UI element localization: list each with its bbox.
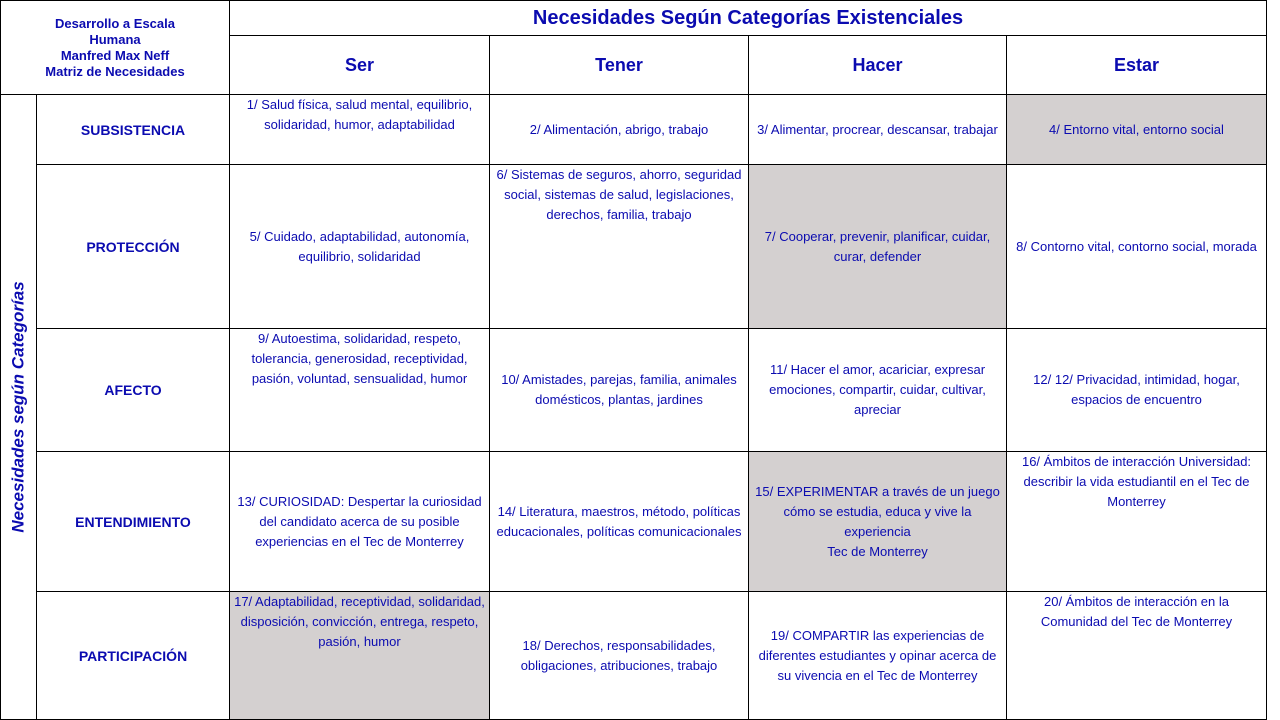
cell-entendimiento-estar bbox=[1006, 451, 1267, 592]
cell-proteccion-estar bbox=[1006, 164, 1267, 329]
cell-text: 4/ Entorno vital, entorno social bbox=[1049, 121, 1224, 137]
cell-text: 18/ Derechos, responsabilidades, obligaciones, atribuciones, trabajo bbox=[520, 637, 718, 673]
cell-afecto-ser bbox=[229, 328, 490, 452]
cell-participacion-ser bbox=[229, 591, 490, 720]
cell-afecto-hacer bbox=[748, 328, 1007, 452]
cell-text: 10/ Amistades, parejas, familia, animales domésticos, plantas, jardines bbox=[501, 372, 737, 407]
cell-subsistencia-ser bbox=[229, 94, 490, 165]
cell-entendimiento-tener bbox=[489, 451, 749, 592]
cell-proteccion-ser bbox=[229, 164, 490, 329]
column-header-ser: Ser bbox=[229, 35, 490, 95]
row-label-participacion: PARTICIPACIÓN bbox=[36, 591, 230, 720]
cell-text: 19/ COMPARTIR las experiencias de diferentes estudiantes y opinar acerca de su vivencia en el Tec de Monterrey bbox=[758, 627, 997, 683]
cell-text: 13/ CURIOSIDAD: Despertar la curiosidad del candidato acerca de su posible experiencias en el Tec de Monterrey bbox=[237, 493, 482, 549]
matrix-corner-title bbox=[0, 0, 230, 95]
cell-subsistencia-hacer bbox=[748, 94, 1007, 165]
cell-participacion-tener bbox=[489, 591, 749, 720]
side-label: Necesidades según Categorías bbox=[8, 281, 28, 533]
column-header-tener: Tener bbox=[489, 35, 749, 95]
cell-text: 11/ Hacer el amor, acariciar, expresar emociones, compartir, cuidar, cultivar, apreciar bbox=[769, 362, 986, 417]
cell-text: 20/ Ámbitos de interacción en la Comunidad del Tec de Monterrey bbox=[1040, 594, 1233, 629]
cell-text: 15/ EXPERIMENTAR a través de un juego cómo se estudia, educa y vive la experiencia Tec de Monterrey bbox=[755, 483, 1000, 559]
cell-text: 2/ Alimentación, abrigo, trabajo bbox=[529, 121, 709, 137]
corner-line-2: Humana bbox=[89, 31, 141, 47]
table-title: Necesidades Según Categorías Existenciales bbox=[229, 0, 1267, 36]
row-label-subsistencia: SUBSISTENCIA bbox=[36, 94, 230, 165]
cell-afecto-tener bbox=[489, 328, 749, 452]
cell-participacion-hacer bbox=[748, 591, 1007, 720]
column-header-estar: Estar bbox=[1006, 35, 1267, 95]
cell-text: 7/ Cooperar, prevenir, planificar, cuidar, curar, defender bbox=[764, 228, 991, 264]
cell-text: 17/ Adaptabilidad, receptividad, solidaridad, disposición, convicción, entrega, respeto, pasión, humor bbox=[234, 594, 485, 649]
cell-entendimiento-hacer bbox=[748, 451, 1007, 592]
cell-proteccion-tener bbox=[489, 164, 749, 329]
cell-text: 6/ Sistemas de seguros, ahorro, seguridad social, sistemas de salud, legislaciones, derechos, familia, trabajo bbox=[496, 167, 742, 222]
cell-text: 3/ Alimentar, procrear, descansar, trabajar bbox=[757, 121, 998, 137]
cell-text: 16/ Ámbitos de interacción Universidad: describir la vida estudiantil en el Tec de Monterrey bbox=[1021, 454, 1252, 509]
corner-line-4: Matriz de Necesidades bbox=[45, 63, 185, 79]
cell-subsistencia-estar bbox=[1006, 94, 1267, 165]
cell-participacion-estar bbox=[1006, 591, 1267, 720]
corner-line-1: Desarrollo a Escala bbox=[55, 15, 175, 31]
cell-afecto-estar bbox=[1006, 328, 1267, 452]
side-label-cell bbox=[0, 94, 37, 720]
cell-entendimiento-ser bbox=[229, 451, 490, 592]
row-label-proteccion: PROTECCIÓN bbox=[36, 164, 230, 329]
cell-proteccion-hacer bbox=[748, 164, 1007, 329]
row-label-afecto: AFECTO bbox=[36, 328, 230, 452]
cell-subsistencia-tener bbox=[489, 94, 749, 165]
cell-text: 1/ Salud física, salud mental, equilibrio, solidaridad, humor, adaptabilidad bbox=[246, 97, 473, 132]
cell-text: 14/ Literatura, maestros, método, políticas educacionales, políticas comunicacionales bbox=[496, 503, 742, 539]
cell-text: 5/ Cuidado, adaptabilidad, autonomía, equilibrio, solidaridad bbox=[249, 228, 470, 264]
column-header-hacer: Hacer bbox=[748, 35, 1007, 95]
cell-text: 12/ 12/ Privacidad, intimidad, hogar, espacios de encuentro bbox=[1033, 372, 1240, 407]
corner-line-3: Manfred Max Neff bbox=[60, 47, 170, 63]
cell-text: 8/ Contorno vital, contorno social, morada bbox=[1016, 238, 1257, 254]
cell-text: 9/ Autoestima, solidaridad, respeto, tolerancia, generosidad, receptividad, pasión, voluntad, sensualidad, humor bbox=[251, 331, 468, 386]
row-label-entendimiento: ENTENDIMIENTO bbox=[36, 451, 230, 592]
